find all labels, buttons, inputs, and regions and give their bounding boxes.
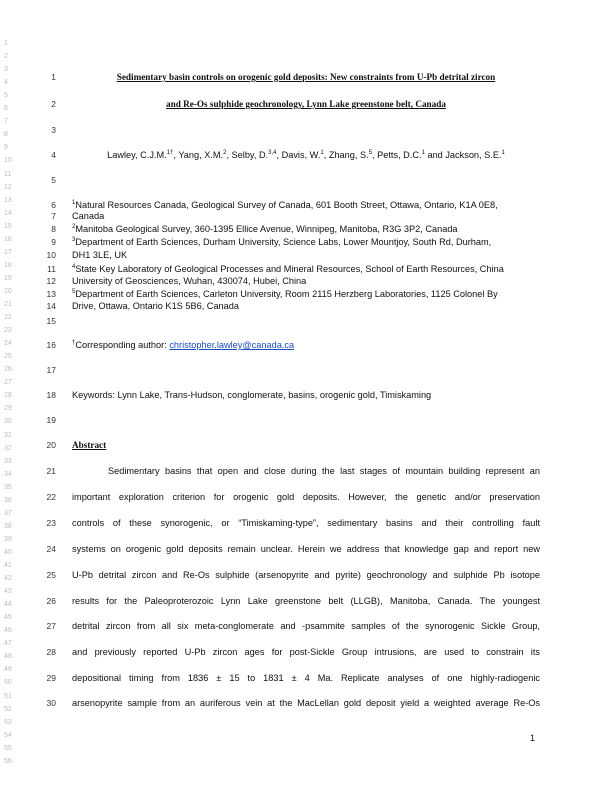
outer-line-number: 56 <box>4 757 12 765</box>
outer-line-number: 9 <box>4 144 8 152</box>
outer-line-number: 43 <box>4 588 12 596</box>
line-number: 12 <box>46 276 56 286</box>
abstract-line: arsenopyrite sample from an auriferous vein at the MacLellan gold deposit yield a weighted average Re-Os <box>72 698 540 708</box>
outer-line-number: 13 <box>4 196 12 204</box>
line-number: 3 <box>51 125 56 135</box>
outer-line-number: 10 <box>4 157 12 165</box>
line-number: 25 <box>46 570 56 580</box>
outer-line-number: 17 <box>4 248 12 256</box>
outer-line-number: 35 <box>4 483 12 491</box>
outer-line-number: 6 <box>4 105 8 113</box>
affiliation-5: $^5$Department of Earth Sciences, Carleton University, Room 2115 Herzberg Laboratories, 1125 Colonel By <box>72 288 498 299</box>
line-number: 16 <box>46 340 56 350</box>
affiliation-1-cont: Canada <box>72 211 105 221</box>
affiliation-1: $^1$Natural Resources Canada, Geological Survey of Canada, 601 Booth Street, Ottawa, Ontario, K1A 0E8, <box>72 199 498 210</box>
outer-line-number: 41 <box>4 562 12 569</box>
outer-line-number: 3 <box>4 66 8 74</box>
outer-line-number: 32 <box>4 444 12 452</box>
outer-line-number: 28 <box>4 392 12 400</box>
outer-line-number: 14 <box>4 209 12 217</box>
abstract-line: and previously reported U-Pb zircon ages for post-Sickle Group intrusions, are used to constrain its <box>72 647 540 657</box>
outer-line-number: 44 <box>4 601 12 609</box>
outer-line-number: 52 <box>4 705 12 713</box>
outer-line-number: 45 <box>4 614 12 622</box>
outer-line-number: 46 <box>4 627 12 635</box>
line-number: 20 <box>46 440 56 450</box>
line-number: 5 <box>51 175 56 185</box>
line-number: 8 <box>51 224 56 234</box>
outer-line-number: 42 <box>4 575 12 583</box>
outer-line-number: 39 <box>4 535 12 543</box>
email-link[interactable]: christopher.lawley@canada.ca <box>169 340 295 350</box>
outer-line-number: 22 <box>4 314 12 322</box>
line-number: 23 <box>46 518 56 528</box>
outer-line-number: 2 <box>4 53 8 61</box>
outer-line-number: 18 <box>4 261 12 269</box>
line-number: 22 <box>46 492 56 502</box>
abstract-line: Sedimentary basins that open and close during the last stages of mountain building represent an <box>108 466 540 476</box>
outer-line-number: 12 <box>4 183 12 191</box>
outer-line-number: 1 <box>4 40 8 47</box>
corresponding-author: †Corresponding author: christopher.lawley@canada.ca <box>72 339 295 350</box>
line-number: 15 <box>46 316 56 326</box>
outer-line-number: 36 <box>4 496 12 504</box>
page-number: 1 <box>530 733 536 743</box>
outer-line-number: 50 <box>4 679 12 687</box>
outer-line-number: 15 <box>4 222 12 230</box>
affiliation-4-cont: University of Geosciences, Wuhan, 430074, Hubei, China <box>72 276 307 286</box>
outer-line-number: 4 <box>4 79 8 87</box>
line-number: 14 <box>46 301 56 311</box>
outer-line-number: 40 <box>4 548 12 556</box>
line-number: 6 <box>51 200 56 210</box>
affiliation-2: $^2$Manitoba Geological Survey, 360-1395 Ellice Avenue, Winnipeg, Manitoba, R3G 3P2, Canada <box>72 223 458 234</box>
outer-line-number: 31 <box>4 431 12 439</box>
abstract-heading: Abstract <box>72 440 107 450</box>
affiliation-4: $^4$State Key Laboratory of Geological Processes and Mineral Resources, School of Earth Resources, China <box>72 263 504 274</box>
author-list: Lawley, C.J.M.$^{1\dagger}$, Yang, X.M.$^2$, Selby, D.$^{3,4}$, Davis, W.$^1$, Zhang, S.$^5$, Petts, D.C.$^1$ and Jackson, S.E.$^1$ <box>107 149 505 160</box>
outer-line-number: 38 <box>4 522 12 530</box>
line-number: 19 <box>46 415 56 425</box>
abstract-line: controls of these synorogenic, or “Timiskaming-type”, sedimentary basins and their controlling fault <box>72 518 540 528</box>
line-number: 24 <box>46 544 56 554</box>
line-number: 10 <box>46 250 56 260</box>
line-number: 11 <box>47 264 56 274</box>
title-line-2: and Re-Os sulphide geochronology, Lynn Lake greenstone belt, Canada <box>166 99 446 109</box>
outer-line-number: 48 <box>4 653 12 661</box>
outer-line-number: 19 <box>4 274 12 282</box>
abstract-line: systems on orogenic gold deposits remain unclear. Herein we address that knowledge gap and report new <box>72 544 540 554</box>
outer-line-number: 8 <box>4 131 8 139</box>
outer-line-number: 7 <box>4 118 8 126</box>
outer-line-number: 37 <box>4 509 12 517</box>
abstract-line: U-Pb detrital zircon and Re-Os sulphide (arsenopyrite and pyrite) geochronology and sulphide Pb isotope <box>72 570 540 580</box>
outer-line-number: 33 <box>4 457 12 465</box>
line-number: 13 <box>46 289 56 299</box>
outer-line-number: 47 <box>4 640 12 648</box>
outer-line-number: 11 <box>4 170 12 178</box>
title-line-1: Sedimentary basin controls on orogenic gold deposits: New constraints from U-Pb detrital zircon <box>116 72 496 82</box>
outer-line-number: 20 <box>4 287 12 295</box>
line-number: 4 <box>51 150 56 160</box>
affiliation-5-cont: Drive, Ottawa, Ontario K1S 5B6, Canada <box>72 301 239 311</box>
outer-line-number: 5 <box>4 92 8 100</box>
outer-line-number: 25 <box>4 353 12 361</box>
line-number: 27 <box>46 621 56 631</box>
line-number: 30 <box>46 698 56 708</box>
outer-line-number: 49 <box>4 666 12 674</box>
line-number: 21 <box>46 466 56 476</box>
keywords: Keywords: Lynn Lake, Trans-Hudson, conglomerate, basins, orogenic gold, Timiskaming <box>72 390 432 400</box>
outer-line-number: 16 <box>4 235 12 243</box>
outer-line-number: 27 <box>4 379 12 387</box>
outer-line-number: 34 <box>4 470 12 478</box>
outer-line-number: 51 <box>4 692 12 700</box>
abstract-line: detrital zircon from all six meta-conglomerate and -psammite samples of the synorogenic Sickle Group, <box>72 621 540 631</box>
line-number: 7 <box>51 211 56 221</box>
outer-line-number: 23 <box>4 327 12 335</box>
affiliation-3: $^3$Department of Earth Sciences, Durham University, Science Labs, Lower Mountjoy, South Rd, Durham, <box>72 236 492 247</box>
line-number: 9 <box>51 237 56 247</box>
abstract-line: results for the Paleoproterozoic Lynn Lake greenstone belt (LLGB), Manitoba, Canada. The youngest <box>72 596 540 606</box>
abstract-line: depositional timing from 1836 ± 15 to 1831 ± 4 Ma. Replicate analyses of one highly-radiogenic <box>72 673 540 683</box>
line-number: 1 <box>51 72 56 82</box>
line-number: 29 <box>46 673 56 683</box>
line-number: 2 <box>51 99 56 109</box>
outer-line-number: 29 <box>4 405 12 413</box>
outer-line-number: 54 <box>4 731 12 739</box>
outer-line-number: 53 <box>4 718 12 726</box>
line-number: 26 <box>46 596 56 606</box>
line-number: 18 <box>46 390 56 400</box>
outer-line-number: 55 <box>4 744 12 752</box>
line-number: 17 <box>46 365 56 375</box>
outer-line-number: 21 <box>4 301 12 308</box>
outer-line-number: 24 <box>4 340 12 348</box>
affiliation-3-cont: DH1 3LE, UK <box>72 250 128 260</box>
outer-line-number: 30 <box>4 418 12 426</box>
abstract-line: important exploration criterion for orogenic gold deposits. However, the genetic and/or preservation <box>72 492 540 502</box>
outer-line-number: 26 <box>4 366 12 374</box>
line-number: 28 <box>46 647 56 657</box>
